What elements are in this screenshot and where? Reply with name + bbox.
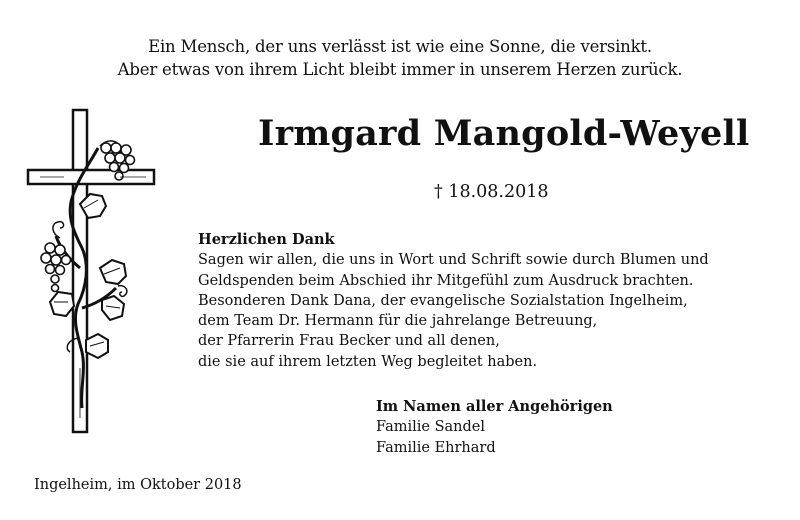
thanks-line: dem Team Dr. Hermann für die jahrelange Betreuung, [198, 313, 598, 330]
thanks-heading: Herzlichen Dank [198, 231, 335, 248]
memorial-quote [0, 35, 800, 81]
thanks-line: Geldspenden beim Abschied ihr Mitgefühl zum Ausdruck brachten. [198, 272, 694, 289]
thanks-line: Sagen wir allen, die uns in Wort und Schrift sowie durch Blumen und [198, 252, 709, 269]
cross-with-grapevine-icon [20, 108, 170, 438]
place-and-date: Ingelheim, im Oktober 2018 [34, 477, 242, 493]
signoff-section [376, 396, 613, 459]
thanks-line: die sie auf ihrem letzten Weg begleitet haben. [198, 353, 538, 370]
thanks-line: der Pfarrerin Frau Becker und all denen, [198, 333, 500, 350]
quote-line-2: Aber etwas von ihrem Licht bleibt immer in unserem Herzen zurück. [117, 60, 683, 79]
death-date: † 18.08.2018 [434, 182, 549, 202]
signoff-heading: Im Namen aller Angehörigen [376, 398, 613, 415]
thanks-section [198, 230, 709, 372]
deceased-name: Irmgard Mangold-Weyell [258, 113, 750, 154]
quote-line-1: Ein Mensch, der uns verlässt ist wie eine Sonne, die versinkt. [148, 37, 652, 56]
family-name: Familie Ehrhard [376, 440, 496, 456]
family-name: Familie Sandel [376, 419, 485, 435]
thanks-line: Besonderen Dank Dana, der evangelische Sozialstation Ingelheim, [198, 292, 688, 309]
